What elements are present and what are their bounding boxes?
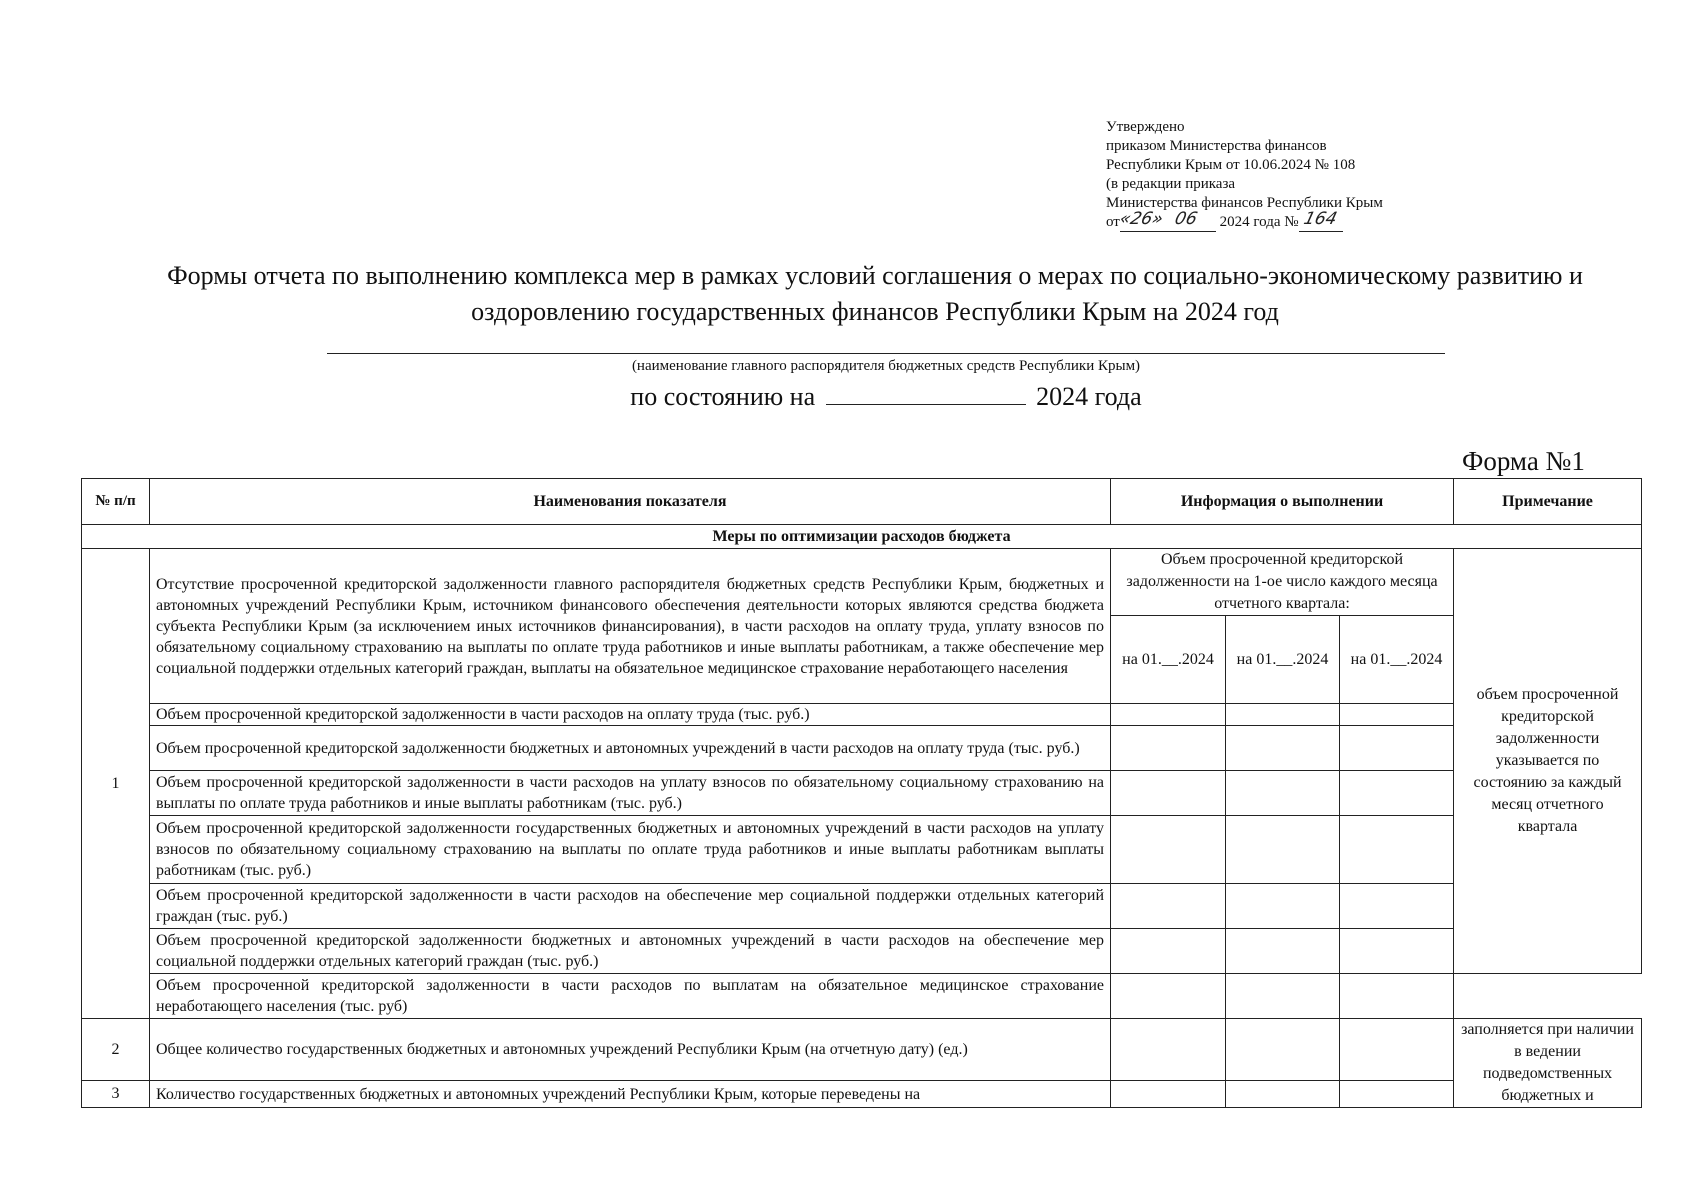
note-cell: объем просроченной кредиторской задолженности указывается по состоянию за каждый месяц отчетного квартала — [1454, 549, 1642, 974]
indicator-sub: Объем просроченной кредиторской задолженности в части расходов по выплатам на обязательное медицинское страхование неработающего населения (тыс. руб) — [150, 974, 1111, 1019]
value-cell[interactable] — [1226, 1019, 1340, 1081]
table-row — [82, 816, 1642, 884]
value-cell[interactable] — [1340, 704, 1454, 726]
value-cell[interactable] — [1340, 1019, 1454, 1081]
value-cell[interactable] — [1111, 816, 1226, 884]
row-number: 3 — [82, 1081, 150, 1108]
handwritten-month: 06 — [1156, 214, 1216, 232]
handwritten-day: «26» — [1120, 214, 1156, 232]
row-number: 1 — [82, 549, 150, 1019]
section-title: Меры по оптимизации расходов бюджета — [82, 525, 1642, 549]
info-subheader: Объем просроченной кредиторской задолженности на 1-ое число каждого месяца отчетного квартала: — [1111, 549, 1454, 616]
report-table — [81, 478, 1642, 1108]
row-number: 2 — [82, 1019, 150, 1081]
value-cell[interactable] — [1340, 726, 1454, 771]
indicator-sub: Объем просроченной кредиторской задолженности в части расходов на оплату труда (тыс. руб.) — [150, 704, 1111, 726]
header-info: Информация о выполнении — [1111, 479, 1454, 525]
state-suffix: 2024 года — [1036, 382, 1142, 411]
header-num: № п/п — [82, 479, 150, 525]
value-cell[interactable] — [1226, 816, 1340, 884]
value-cell[interactable] — [1226, 704, 1340, 726]
value-cell[interactable] — [1111, 726, 1226, 771]
form-number: Форма №1 — [1462, 446, 1585, 476]
header-name: Наименования показателя — [150, 479, 1111, 525]
value-cell[interactable] — [1111, 1081, 1226, 1108]
value-cell[interactable] — [1226, 974, 1340, 1019]
value-cell[interactable] — [1340, 771, 1454, 816]
value-cell[interactable] — [1340, 884, 1454, 929]
document-title — [60, 258, 1690, 330]
table-row — [82, 1019, 1642, 1081]
approval-line: Утверждено — [1106, 119, 1185, 135]
date-col-2: на 01.__.2024 — [1226, 616, 1340, 704]
entity-caption: (наименование главного распорядителя бюджетных средств Республики Крым) — [631, 358, 1141, 374]
indicator-sub: Объем просроченной кредиторской задолженности в части расходов на уплату взносов по обязательному социальному страхованию на выплаты по оплате труда работников и иные выплаты работникам (тыс. руб.) — [150, 771, 1111, 816]
table-row — [82, 1081, 1642, 1108]
approval-line: (в редакции приказа — [1106, 176, 1236, 192]
date-col-1: на 01.__.2024 — [1111, 616, 1226, 704]
approval-line: Министерства финансов Республики Крым — [1106, 195, 1383, 211]
value-cell[interactable] — [1226, 1081, 1340, 1108]
handwritten-number: 164 — [1299, 214, 1343, 232]
table-row — [82, 929, 1642, 974]
indicator-sub: Объем просроченной кредиторской задолженности бюджетных и автономных учреждений в части расходов на обеспечение мер социальной поддержки отдельных категорий граждан (тыс. руб.) — [150, 929, 1111, 974]
value-cell[interactable] — [1226, 771, 1340, 816]
header-note: Примечание — [1454, 479, 1642, 525]
value-cell[interactable] — [1111, 884, 1226, 929]
state-prefix: по состоянию на — [630, 382, 816, 411]
indicator-sub: Объем просроченной кредиторской задолженности бюджетных и автономных учреждений в части расходов на оплату труда (тыс. руб.) — [150, 726, 1111, 771]
value-cell[interactable] — [1111, 771, 1226, 816]
table-row — [82, 974, 1642, 1019]
indicator-sub: Объем просроченной кредиторской задолженности в части расходов на обеспечение мер социальной поддержки отдельных категорий граждан (тыс. руб.) — [150, 884, 1111, 929]
value-cell[interactable] — [1340, 974, 1454, 1019]
table-row — [82, 726, 1642, 771]
value-cell[interactable] — [1111, 1019, 1226, 1081]
approval-line: Республики Крым от 10.06.2024 № 108 — [1106, 157, 1356, 173]
value-cell[interactable] — [1111, 704, 1226, 726]
title-line-2: оздоровлению государственных финансов Республики Крым на 2024 год — [471, 297, 1279, 326]
value-cell[interactable] — [1340, 929, 1454, 974]
value-cell[interactable] — [1111, 929, 1226, 974]
approval-mid: 2024 года № — [1219, 214, 1299, 230]
table-row — [82, 771, 1642, 816]
indicator-sub: Объем просроченной кредиторской задолженности государственных бюджетных и автономных учреждений в части расходов на уплату взносов по обязательному социальному страхованию на выплаты по оплате труда работников и иные выплаты работникам выплаты работникам (тыс. руб.) — [150, 816, 1111, 884]
entity-name-line — [327, 353, 1445, 354]
approval-order-line — [1106, 209, 1526, 232]
indicator-main: Количество государственных бюджетных и автономных учреждений Республики Крым, которые переведены на — [150, 1081, 1111, 1108]
state-date-line — [327, 378, 1445, 414]
value-cell[interactable] — [1226, 929, 1340, 974]
table-row — [82, 884, 1642, 929]
note-cell: заполняется при наличии в ведении подведомственных бюджетных и — [1454, 1019, 1642, 1108]
table-row — [82, 549, 1642, 616]
state-date-blank — [826, 378, 1026, 405]
approval-line: приказом Министерства финансов — [1106, 138, 1327, 154]
indicator-main: Общее количество государственных бюджетных и автономных учреждений Республики Крым (на отчетную дату) (ед.) — [150, 1019, 1111, 1081]
table-row — [82, 704, 1642, 726]
value-cell[interactable] — [1111, 974, 1226, 1019]
indicator-main: Отсутствие просроченной кредиторской задолженности главного распорядителя бюджетных средств Республики Крым, бюджетных и автономных учреждений Республики Крым, источником финансового обеспечения деятельности которых являются средства бюджета субъекта Республики Крым (за исключением иных источников финансирования), в части расходов на оплату труда, уплату взносов по обязательному социальному страхованию на выплаты по оплате труда работников и иные выплаты работникам, а также обеспечение мер социальной поддержки отдельных категорий граждан, выплаты на обязательное медицинское страхование неработающего населения — [150, 549, 1111, 704]
value-cell[interactable] — [1340, 816, 1454, 884]
approval-prefix: от — [1106, 214, 1120, 230]
date-col-3: на 01.__.2024 — [1340, 616, 1454, 704]
value-cell[interactable] — [1226, 884, 1340, 929]
value-cell[interactable] — [1226, 726, 1340, 771]
section-row — [82, 525, 1642, 549]
title-line-1: Формы отчета по выполнению комплекса мер в рамках условий соглашения о мерах по социально-экономическому развитию и — [167, 261, 1583, 290]
approval-block — [1106, 118, 1526, 232]
value-cell[interactable] — [1340, 1081, 1454, 1108]
table-header-row — [82, 479, 1642, 525]
